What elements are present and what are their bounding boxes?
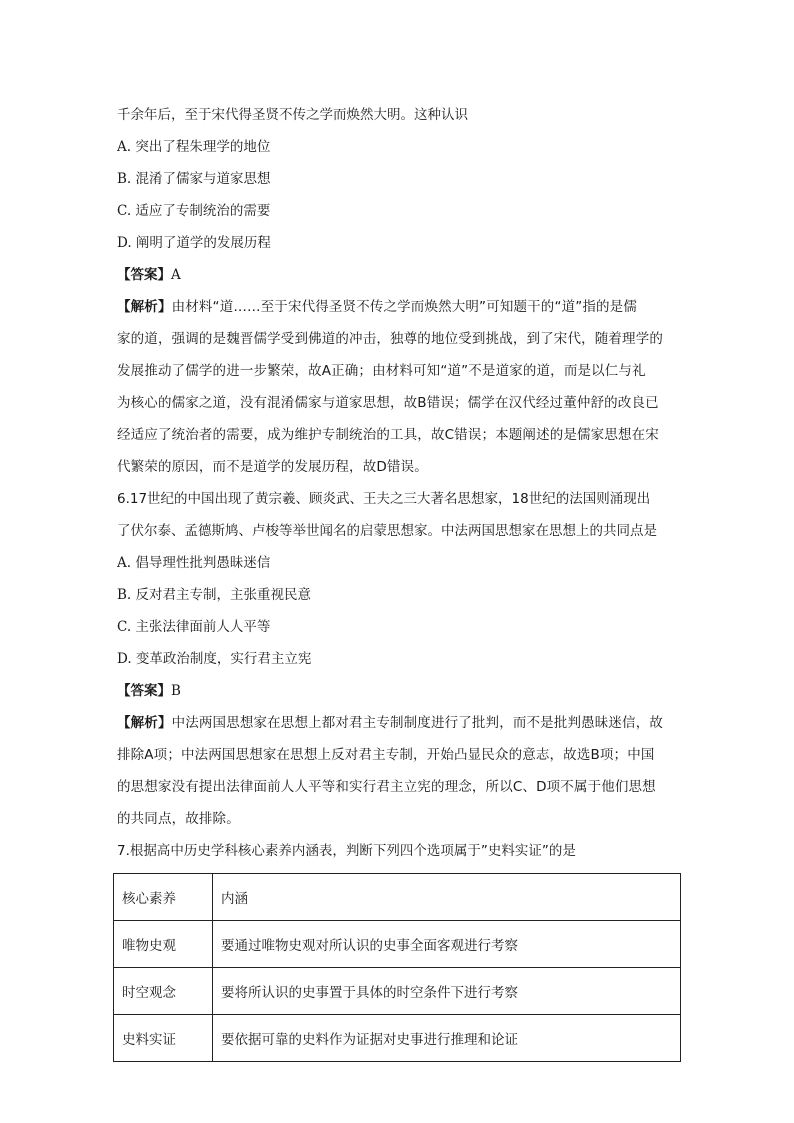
- q6-option-a: A. 倡导理性批判愚昧迷信: [117, 555, 271, 571]
- q5-analysis-text-1: 由材料“道……至于宋代得圣贤不传之学而焕然大明”可知题干的“道”指的是儒: [171, 299, 637, 315]
- q6-analysis-line-2: 排除A项；中法两国思想家在思想上反对君主专制，开始凸显民众的意志，故选B项；中国: [117, 747, 655, 763]
- q6-answer-value: B: [171, 683, 181, 699]
- q5-answer-label: 【答案】: [117, 267, 171, 283]
- table-cell-meaning: 要通过唯物史观对所认识的史事全面客观进行考察: [213, 921, 681, 968]
- q6-stem-line-1: 6.17世纪的中国出现了黄宗羲、顾炎武、王夫之三大著名思想家，18世纪的法国则涌现出: [117, 491, 651, 507]
- q7-stem: 7.根据高中历史学科核心素养内涵表，判断下列四个选项属于”史料实证”的是: [117, 843, 576, 859]
- table-cell-meaning: 要依据可靠的史料作为证据对史事进行推理和论证: [213, 1015, 681, 1062]
- table-row: [114, 1015, 681, 1062]
- q5-analysis-line-5: 经适应了统治者的需要，成为维护专制统治的工具，故C错误；本题阐述的是儒家思想在宋: [117, 427, 659, 443]
- q6-analysis-label: 【解析】: [117, 715, 172, 731]
- q6-analysis-line-1: [117, 707, 687, 739]
- table-cell-literacy: 唯物史观: [114, 921, 213, 968]
- q5-stem-tail: 千余年后，至于宋代得圣贤不传之学而焕然大明。这种认识: [117, 107, 468, 123]
- q5-answer: [117, 259, 687, 291]
- q6-analysis-text-1: 中法两国思想家在思想上都对君主专制制度进行了批判，而不是批判愚昧迷信，故: [171, 715, 664, 731]
- core-literacy-table: [113, 873, 681, 1062]
- q5-analysis-line-4: 为核心的儒家之道，没有混淆儒家与道家思想，故B错误；儒学在汉代经过董仲舒的改良已: [117, 395, 659, 411]
- q5-analysis-label: 【解析】: [117, 299, 172, 315]
- table-row: [114, 968, 681, 1015]
- q6-option-c: C. 主张法律面前人人平等: [117, 619, 271, 635]
- q5-analysis-line-1: [117, 291, 687, 323]
- q5-analysis-line-3: 发展推动了儒学的进一步繁荣，故A正确；由材料可知“道”不是道家的道，而是以仁与礼: [117, 363, 646, 379]
- q6-analysis-line-4: 的共同点，故排除。: [117, 811, 240, 827]
- q6-stem-line-2: 了伏尔泰、孟德斯鸠、卢梭等举世闻名的启蒙思想家。中法两国思想家在思想上的共同点是: [117, 523, 657, 539]
- table-header-literacy: 核心素养: [114, 874, 213, 921]
- document-page: [117, 99, 687, 1062]
- q6-option-d: D. 变革政治制度，实行君主立宪: [117, 651, 312, 667]
- q5-answer-value: A: [171, 267, 181, 283]
- table-header-row: [114, 874, 681, 921]
- table-cell-literacy: 时空观念: [114, 968, 213, 1015]
- table-cell-literacy: 史料实证: [114, 1015, 213, 1062]
- table-cell-meaning: 要将所认识的史事置于具体的时空条件下进行考察: [213, 968, 681, 1015]
- q5-analysis-line-2: 家的道，强调的是魏晋儒学受到佛道的冲击，独尊的地位受到挑战，到了宋代，随着理学的: [117, 331, 663, 347]
- q6-analysis-line-3: 的思想家没有提出法律面前人人平等和实行君主立宪的理念，所以C、D项不属于他们思想: [117, 779, 656, 795]
- q6-option-b: B. 反对君主专制，主张重视民意: [117, 587, 312, 603]
- q5-option-d: D. 阐明了道学的发展历程: [117, 235, 271, 251]
- table-row: [114, 921, 681, 968]
- q5-option-b: B. 混淆了儒家与道家思想: [117, 171, 271, 187]
- q6-answer-label: 【答案】: [117, 683, 171, 699]
- q6-answer: [117, 675, 687, 707]
- q6-analysis: [117, 707, 687, 835]
- q5-option-c: C. 适应了专制统治的需要: [117, 203, 271, 219]
- q5-analysis-line-6: 代繁荣的原因，而不是道学的发展历程，故D错误。: [117, 459, 428, 475]
- q5-analysis: [117, 291, 687, 483]
- q5-option-a: A. 突出了程朱理学的地位: [117, 139, 271, 155]
- table-header-meaning: 内涵: [213, 874, 681, 921]
